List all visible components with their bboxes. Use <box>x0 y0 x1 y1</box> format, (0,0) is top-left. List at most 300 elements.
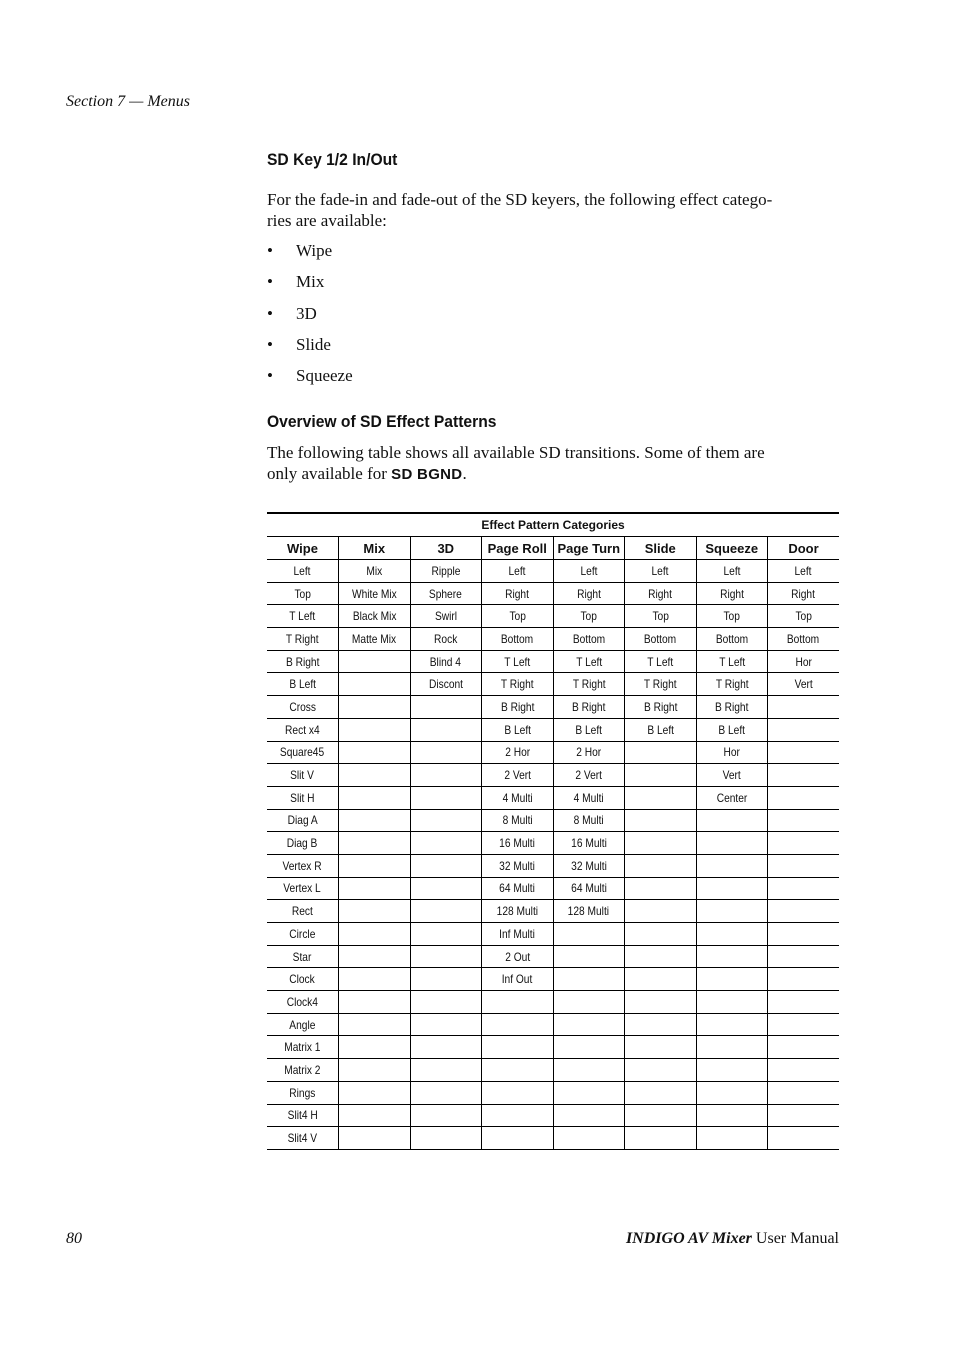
cell-text: 32 Multi <box>570 858 607 873</box>
table-cell <box>339 1013 411 1036</box>
table-cell <box>482 696 554 719</box>
table-cell <box>267 1081 339 1104</box>
table-cell <box>410 991 482 1014</box>
cell-text: Left <box>293 563 311 578</box>
table-cell <box>768 1127 840 1150</box>
cell-text: Left <box>580 563 598 578</box>
table-cell <box>696 628 768 651</box>
cell-text: Right <box>719 586 744 601</box>
table-cell <box>553 628 625 651</box>
table-cell <box>339 605 411 628</box>
cell-text: T Right <box>500 677 534 692</box>
column-header: Page Turn <box>553 537 625 560</box>
table-cell <box>267 628 339 651</box>
table-cell <box>482 854 554 877</box>
table-cell <box>696 991 768 1014</box>
cell-text: 2 Hor <box>576 745 602 760</box>
cell-text: Left <box>723 563 741 578</box>
cell-text: B Left <box>718 722 746 737</box>
cell-text: Left <box>508 563 526 578</box>
table-cell <box>625 923 697 946</box>
table-cell <box>339 764 411 787</box>
table-cell <box>768 1013 840 1036</box>
table-cell <box>339 945 411 968</box>
table-cell <box>339 991 411 1014</box>
table-cell <box>339 809 411 832</box>
cell-text: Top <box>723 609 740 624</box>
table-cell <box>410 968 482 991</box>
table-cell <box>482 718 554 741</box>
table-cell <box>625 673 697 696</box>
table-cell <box>625 1081 697 1104</box>
table-row <box>267 923 839 946</box>
table-cell <box>696 1081 768 1104</box>
table-cell <box>267 877 339 900</box>
cell-text: 64 Multi <box>570 881 607 896</box>
cell-text: B Left <box>289 677 316 692</box>
table-cell <box>768 650 840 673</box>
table-cell <box>553 854 625 877</box>
cell-text: Slit V <box>290 768 315 783</box>
table-cell <box>553 650 625 673</box>
table-cell <box>339 877 411 900</box>
cell-text: Matrix 1 <box>284 1040 321 1055</box>
list-item-label: Squeeze <box>296 366 353 386</box>
running-head: Section 7 — Menus <box>66 93 190 110</box>
table-row <box>267 900 839 923</box>
table-row <box>267 786 839 809</box>
table-cell <box>482 605 554 628</box>
table-cell <box>696 764 768 787</box>
table-cell <box>625 741 697 764</box>
table-cell <box>625 809 697 832</box>
table-cell <box>696 650 768 673</box>
paragraph-line: ries are available: <box>267 211 387 230</box>
table-cell <box>482 900 554 923</box>
table-cell <box>553 605 625 628</box>
cell-text: Hor <box>795 654 812 669</box>
cell-text: 2 Vert <box>575 768 603 783</box>
table-cell <box>267 764 339 787</box>
table-cell <box>768 582 840 605</box>
cell-text: Top <box>580 609 597 624</box>
table-row <box>267 764 839 787</box>
cell-text: 16 Multi <box>499 836 536 851</box>
table-row <box>267 877 839 900</box>
table-cell <box>553 1127 625 1150</box>
table-cell <box>267 718 339 741</box>
cell-text: 8 Multi <box>502 813 533 828</box>
table-body <box>267 560 839 1150</box>
cell-text: 128 Multi <box>496 904 538 919</box>
table-cell <box>410 673 482 696</box>
list-item-label: 3D <box>296 303 317 323</box>
paragraph-text: . <box>462 464 467 483</box>
cell-text: Blind 4 <box>430 654 462 669</box>
table-row <box>267 582 839 605</box>
cell-text: Diag B <box>287 836 318 851</box>
table-cell <box>553 1036 625 1059</box>
table-cell <box>339 650 411 673</box>
cell-text: B Left <box>646 722 674 737</box>
table-cell <box>625 650 697 673</box>
table-cell <box>553 1013 625 1036</box>
table-cell <box>696 673 768 696</box>
table-row <box>267 1104 839 1127</box>
cell-text: Right <box>505 586 530 601</box>
cell-text: B Right <box>285 654 320 669</box>
cell-text: Inf Out <box>501 972 533 987</box>
cell-text: T Right <box>572 677 606 692</box>
cell-text: Right <box>648 586 673 601</box>
table-row <box>267 605 839 628</box>
table-cell <box>267 991 339 1014</box>
table-cell <box>410 854 482 877</box>
table-cell <box>410 923 482 946</box>
table-cell <box>696 923 768 946</box>
table-cell <box>339 900 411 923</box>
table-cell <box>696 560 768 583</box>
table-cell <box>768 991 840 1014</box>
manual-label: User Manual <box>751 1230 839 1247</box>
table-cell <box>625 1104 697 1127</box>
list-item <box>267 271 353 302</box>
table-cell <box>267 968 339 991</box>
cell-text: 2 Out <box>504 949 530 964</box>
cell-text: Slit4 V <box>287 1131 318 1146</box>
table-header-row <box>267 537 839 560</box>
table-cell <box>482 923 554 946</box>
table-cell <box>553 968 625 991</box>
cell-text: Hor <box>723 745 740 760</box>
list-item-label: Slide <box>296 334 331 354</box>
table-cell <box>482 1081 554 1104</box>
table-row <box>267 991 839 1014</box>
cell-text: Top <box>795 609 812 624</box>
cell-text: Bottom <box>501 631 534 646</box>
table-cell <box>768 605 840 628</box>
table-row <box>267 968 839 991</box>
table-cell <box>267 673 339 696</box>
table-cell <box>768 945 840 968</box>
table-row <box>267 1059 839 1082</box>
table-cell <box>768 923 840 946</box>
paragraph-line: For the fade-in and fade-out of the SD keyers, the following effect catego- <box>267 190 773 209</box>
table-cell <box>696 877 768 900</box>
table-cell <box>339 1127 411 1150</box>
cell-text: Ripple <box>431 563 461 578</box>
list-item <box>267 334 353 365</box>
column-header: Slide <box>625 537 697 560</box>
cell-text: Clock4 <box>286 994 319 1009</box>
table-cell <box>482 1104 554 1127</box>
cell-text: Circle <box>289 926 316 941</box>
bullet-icon: • <box>267 366 273 386</box>
table-cell <box>339 923 411 946</box>
cell-text: Matrix 2 <box>284 1062 321 1077</box>
table-row <box>267 809 839 832</box>
table-cell <box>410 1104 482 1127</box>
column-header: Door <box>768 537 840 560</box>
table-cell <box>482 741 554 764</box>
cell-text: Angle <box>289 1017 316 1032</box>
table-cell <box>696 1127 768 1150</box>
table-cell <box>553 696 625 719</box>
table-cell <box>339 628 411 651</box>
table-cell <box>696 1104 768 1127</box>
cell-text: B Right <box>643 699 677 714</box>
table-cell <box>482 1059 554 1082</box>
table-cell <box>482 809 554 832</box>
bullet-icon: • <box>267 241 273 260</box>
table-cell <box>267 1127 339 1150</box>
table-cell <box>410 786 482 809</box>
table-cell <box>696 854 768 877</box>
table-cell <box>768 854 840 877</box>
table-cell <box>410 605 482 628</box>
table-cell <box>267 1013 339 1036</box>
cell-text: Cross <box>289 699 316 714</box>
table-cell <box>696 605 768 628</box>
list-item-label: Wipe <box>296 241 333 260</box>
table-cell <box>267 560 339 583</box>
table-caption: Effect Pattern Categories <box>267 513 839 537</box>
table-cell <box>482 560 554 583</box>
column-header: Squeeze <box>696 537 768 560</box>
table-cell <box>482 673 554 696</box>
table-cell <box>625 832 697 855</box>
cell-text: Top <box>294 586 311 601</box>
list-item <box>267 365 353 396</box>
column-header: Page Roll <box>482 537 554 560</box>
paragraph-line <box>267 463 842 485</box>
list-item <box>267 303 353 334</box>
table-cell <box>625 628 697 651</box>
table-cell <box>553 900 625 923</box>
table-row <box>267 1013 839 1036</box>
cell-text: B Right <box>715 699 749 714</box>
column-header: Wipe <box>267 537 339 560</box>
table-cell <box>768 560 840 583</box>
table-cell <box>768 900 840 923</box>
table-cell <box>339 968 411 991</box>
cell-text: T Left <box>718 654 745 669</box>
cell-text: T Left <box>647 654 674 669</box>
table-row <box>267 560 839 583</box>
table-cell <box>553 718 625 741</box>
table-cell <box>482 832 554 855</box>
table-cell <box>696 968 768 991</box>
table-cell <box>553 1081 625 1104</box>
table-cell <box>482 945 554 968</box>
sd-key-paragraph <box>267 189 842 231</box>
column-header: Mix <box>339 537 411 560</box>
table-cell <box>410 945 482 968</box>
cell-text: T Right <box>286 631 319 646</box>
table-cell <box>696 582 768 605</box>
table-cell <box>625 991 697 1014</box>
table-cell <box>267 605 339 628</box>
cell-text: 8 Multi <box>573 813 604 828</box>
table-row <box>267 673 839 696</box>
cell-text: Star <box>293 949 312 964</box>
list-item <box>267 240 353 271</box>
table-cell <box>267 832 339 855</box>
cell-text: 4 Multi <box>573 790 604 805</box>
table-row <box>267 628 839 651</box>
cell-text: 16 Multi <box>570 836 607 851</box>
table-cell <box>410 741 482 764</box>
table-cell <box>553 809 625 832</box>
table-cell <box>410 764 482 787</box>
table-cell <box>625 1059 697 1082</box>
table-cell <box>267 854 339 877</box>
table-cell <box>768 809 840 832</box>
cell-text: Matte Mix <box>352 631 397 646</box>
table-cell <box>768 673 840 696</box>
table-cell <box>339 1081 411 1104</box>
table-cell <box>267 786 339 809</box>
table-cell <box>625 718 697 741</box>
table-cell <box>267 809 339 832</box>
cell-text: 128 Multi <box>568 904 610 919</box>
table-cell <box>339 582 411 605</box>
table-cell <box>410 650 482 673</box>
cell-text: Right <box>576 586 601 601</box>
cell-text: 4 Multi <box>502 790 533 805</box>
table-cell <box>768 786 840 809</box>
table-cell <box>267 923 339 946</box>
column-header: 3D <box>410 537 482 560</box>
table-cell <box>482 968 554 991</box>
cell-text: Rock <box>434 631 458 646</box>
table-cell <box>625 1036 697 1059</box>
cell-text: B Left <box>575 722 603 737</box>
table-cell <box>410 1127 482 1150</box>
table-cell <box>625 786 697 809</box>
cell-text: Diag A <box>287 813 318 828</box>
table-cell <box>696 696 768 719</box>
table-row <box>267 1127 839 1150</box>
table-cell <box>696 900 768 923</box>
table-cell <box>768 1059 840 1082</box>
table-cell <box>339 673 411 696</box>
table-cell <box>267 1104 339 1127</box>
table-cell <box>410 1059 482 1082</box>
table-cell <box>768 741 840 764</box>
table-cell <box>625 854 697 877</box>
table-cell <box>696 786 768 809</box>
section-heading-overview: Overview of SD Effect Patterns <box>267 412 497 431</box>
table-cell <box>482 1013 554 1036</box>
table-cell <box>768 764 840 787</box>
table-caption-row <box>267 513 839 537</box>
table-cell <box>553 786 625 809</box>
cell-text: Inf Multi <box>499 926 536 941</box>
table-cell <box>768 1036 840 1059</box>
table-cell <box>482 786 554 809</box>
table-cell <box>339 718 411 741</box>
cell-text: Black Mix <box>352 609 397 624</box>
table-cell <box>696 809 768 832</box>
cell-text: T Left <box>504 654 531 669</box>
table-row <box>267 854 839 877</box>
effect-pattern-table-wrapper <box>267 512 839 1150</box>
paragraph-text: only available for <box>267 464 392 483</box>
keyword-sd-bgnd: SD BGND <box>391 466 463 483</box>
cell-text: 2 Hor <box>504 745 530 760</box>
table-row <box>267 945 839 968</box>
table-cell <box>482 628 554 651</box>
cell-text: Left <box>651 563 669 578</box>
table-cell <box>696 1059 768 1082</box>
table-cell <box>625 1013 697 1036</box>
table-cell <box>410 1013 482 1036</box>
table-cell <box>482 764 554 787</box>
table-cell <box>267 1059 339 1082</box>
table-cell <box>625 764 697 787</box>
table-cell <box>696 1036 768 1059</box>
table-cell <box>768 1104 840 1127</box>
table-row <box>267 741 839 764</box>
table-cell <box>339 832 411 855</box>
table-cell <box>482 991 554 1014</box>
cell-text: B Right <box>500 699 534 714</box>
cell-text: 2 Vert <box>503 768 531 783</box>
table-cell <box>625 877 697 900</box>
cell-text: Vertex L <box>283 881 322 896</box>
cell-text: Clock <box>289 972 316 987</box>
table-cell <box>482 1127 554 1150</box>
table-cell <box>339 741 411 764</box>
section-heading-sd-key: SD Key 1/2 In/Out <box>267 150 398 169</box>
cell-text: B Right <box>572 699 606 714</box>
cell-text: 32 Multi <box>499 858 536 873</box>
table-cell <box>625 1127 697 1150</box>
table-cell <box>410 832 482 855</box>
table-cell <box>410 877 482 900</box>
table-cell <box>696 1013 768 1036</box>
table-cell <box>553 877 625 900</box>
cell-text: T Right <box>643 677 677 692</box>
table-cell <box>410 628 482 651</box>
table-row <box>267 1036 839 1059</box>
table-cell <box>267 741 339 764</box>
cell-text: Mix <box>366 563 383 578</box>
cell-text: Bottom <box>715 631 748 646</box>
table-cell <box>339 1036 411 1059</box>
table-cell <box>410 809 482 832</box>
table-cell <box>267 696 339 719</box>
table-cell <box>696 718 768 741</box>
cell-text: T Right <box>715 677 749 692</box>
cell-text: Right <box>791 586 816 601</box>
table-cell <box>768 832 840 855</box>
cell-text: T Left <box>289 609 316 624</box>
table-cell <box>768 628 840 651</box>
cell-text: Vert <box>722 768 741 783</box>
table-cell <box>410 1036 482 1059</box>
table-row <box>267 650 839 673</box>
table-cell <box>768 696 840 719</box>
table-cell <box>553 923 625 946</box>
cell-text: Slit4 H <box>287 1108 318 1123</box>
table-cell <box>625 945 697 968</box>
cell-text: Bottom <box>572 631 605 646</box>
table-cell <box>410 900 482 923</box>
cell-text: Swirl <box>434 609 457 624</box>
table-cell <box>410 1081 482 1104</box>
